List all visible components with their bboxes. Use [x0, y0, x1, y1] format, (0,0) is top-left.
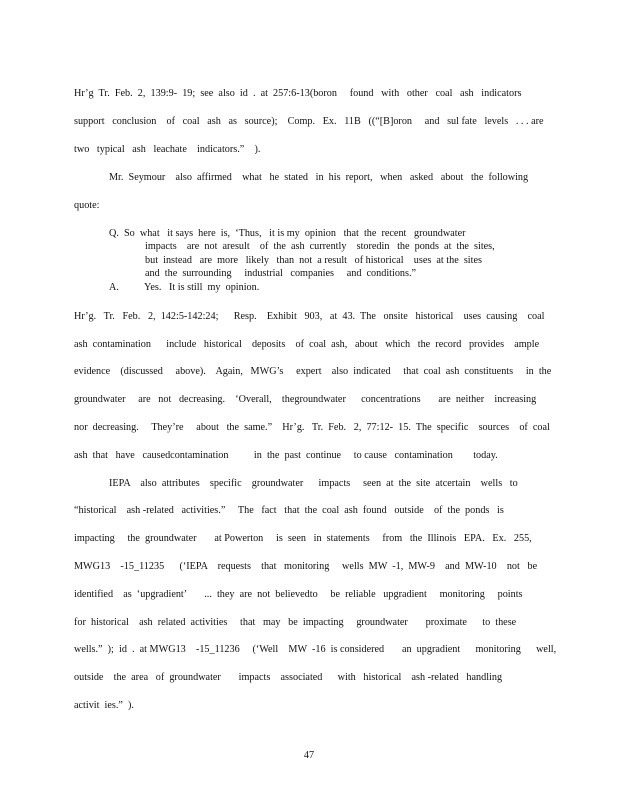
text-line: quote: [74, 200, 100, 211]
text-line: Mr. Seymour also affirmed what he stated in his report, when asked about the following [109, 172, 529, 183]
quote-line: impacts are not aresult of the ash currently storedin the ponds at the sites, [145, 241, 495, 252]
page-number: 47 [303, 750, 315, 761]
text-line: outside the area of groundwater impacts associated with historical ash -related handling [74, 672, 503, 683]
text-line: “historical ash -related activities.” The fact that the coal ash found outside of the ponds is [74, 505, 504, 516]
quote-line: A. Yes. It is still my opinion. [109, 282, 260, 293]
text-line: ash contamination include historical deposits of coal ash, about which the record provides ample [74, 339, 540, 350]
text-line: evidence (discussed above). Again, MWG’s expert also indicated that coal ash constituents in the [74, 366, 552, 377]
text-line: activit ies.” ). [74, 700, 134, 711]
quote-line: Q. So what it says here is, ‘Thus, it is my opinion that the recent groundwater [109, 228, 466, 239]
text-line: groundwater are not decreasing. ‘Overall, thegroundwater concentrations are neither increasing [74, 394, 537, 405]
text-line: impacting the groundwater at Powerton is seen in statements from the Illinois EPA. Ex. 255, [74, 533, 532, 544]
text-line: Hr’g Tr. Feb. 2, 139:9- 19; see also id . at 257:6-13(boron found with other coal ash indicators [74, 88, 522, 99]
text-line: support conclusion of coal ash as source); Comp. Ex. 11B ((“[B]oron and sul fate levels . . . are [74, 116, 544, 127]
text-line: MWG13 -15_11235 (‘IEPA requests that monitoring wells MW -1, MW-9 and MW-10 not be [74, 561, 538, 572]
text-line: nor decreasing. They’re about the same.” Hr’g. Tr. Feb. 2, 77:12- 15. The specific sources of coal [74, 422, 550, 433]
text-line: identified as ‘upgradient’ ... they are not believedto be reliable upgradient monitoring points [74, 589, 523, 600]
text-line: IEPA also attributes specific groundwater impacts seen at the site atcertain wells to [109, 478, 518, 489]
text-line: ash that have causedcontamination in the past continue to cause contamination today. [74, 450, 498, 461]
quote-line: but instead are more likely than not a result of historical uses at the sites [145, 255, 482, 266]
text-line: for historical ash related activities that may be impacting groundwater proximate to these [74, 617, 517, 628]
text-line: wells.” ); id . at MWG13 -15_11236 (‘Well MW -16 is considered an upgradient monitoring well, [74, 644, 557, 655]
text-line: Hr’g. Tr. Feb. 2, 142:5-142:24; Resp. Exhibit 903, at 43. The onsite historical uses causing coal [74, 311, 545, 322]
text-line: two typical ash leachate indicators.” ). [74, 144, 261, 155]
quote-line: and the surrounding industrial companies and conditions.” [145, 268, 417, 279]
